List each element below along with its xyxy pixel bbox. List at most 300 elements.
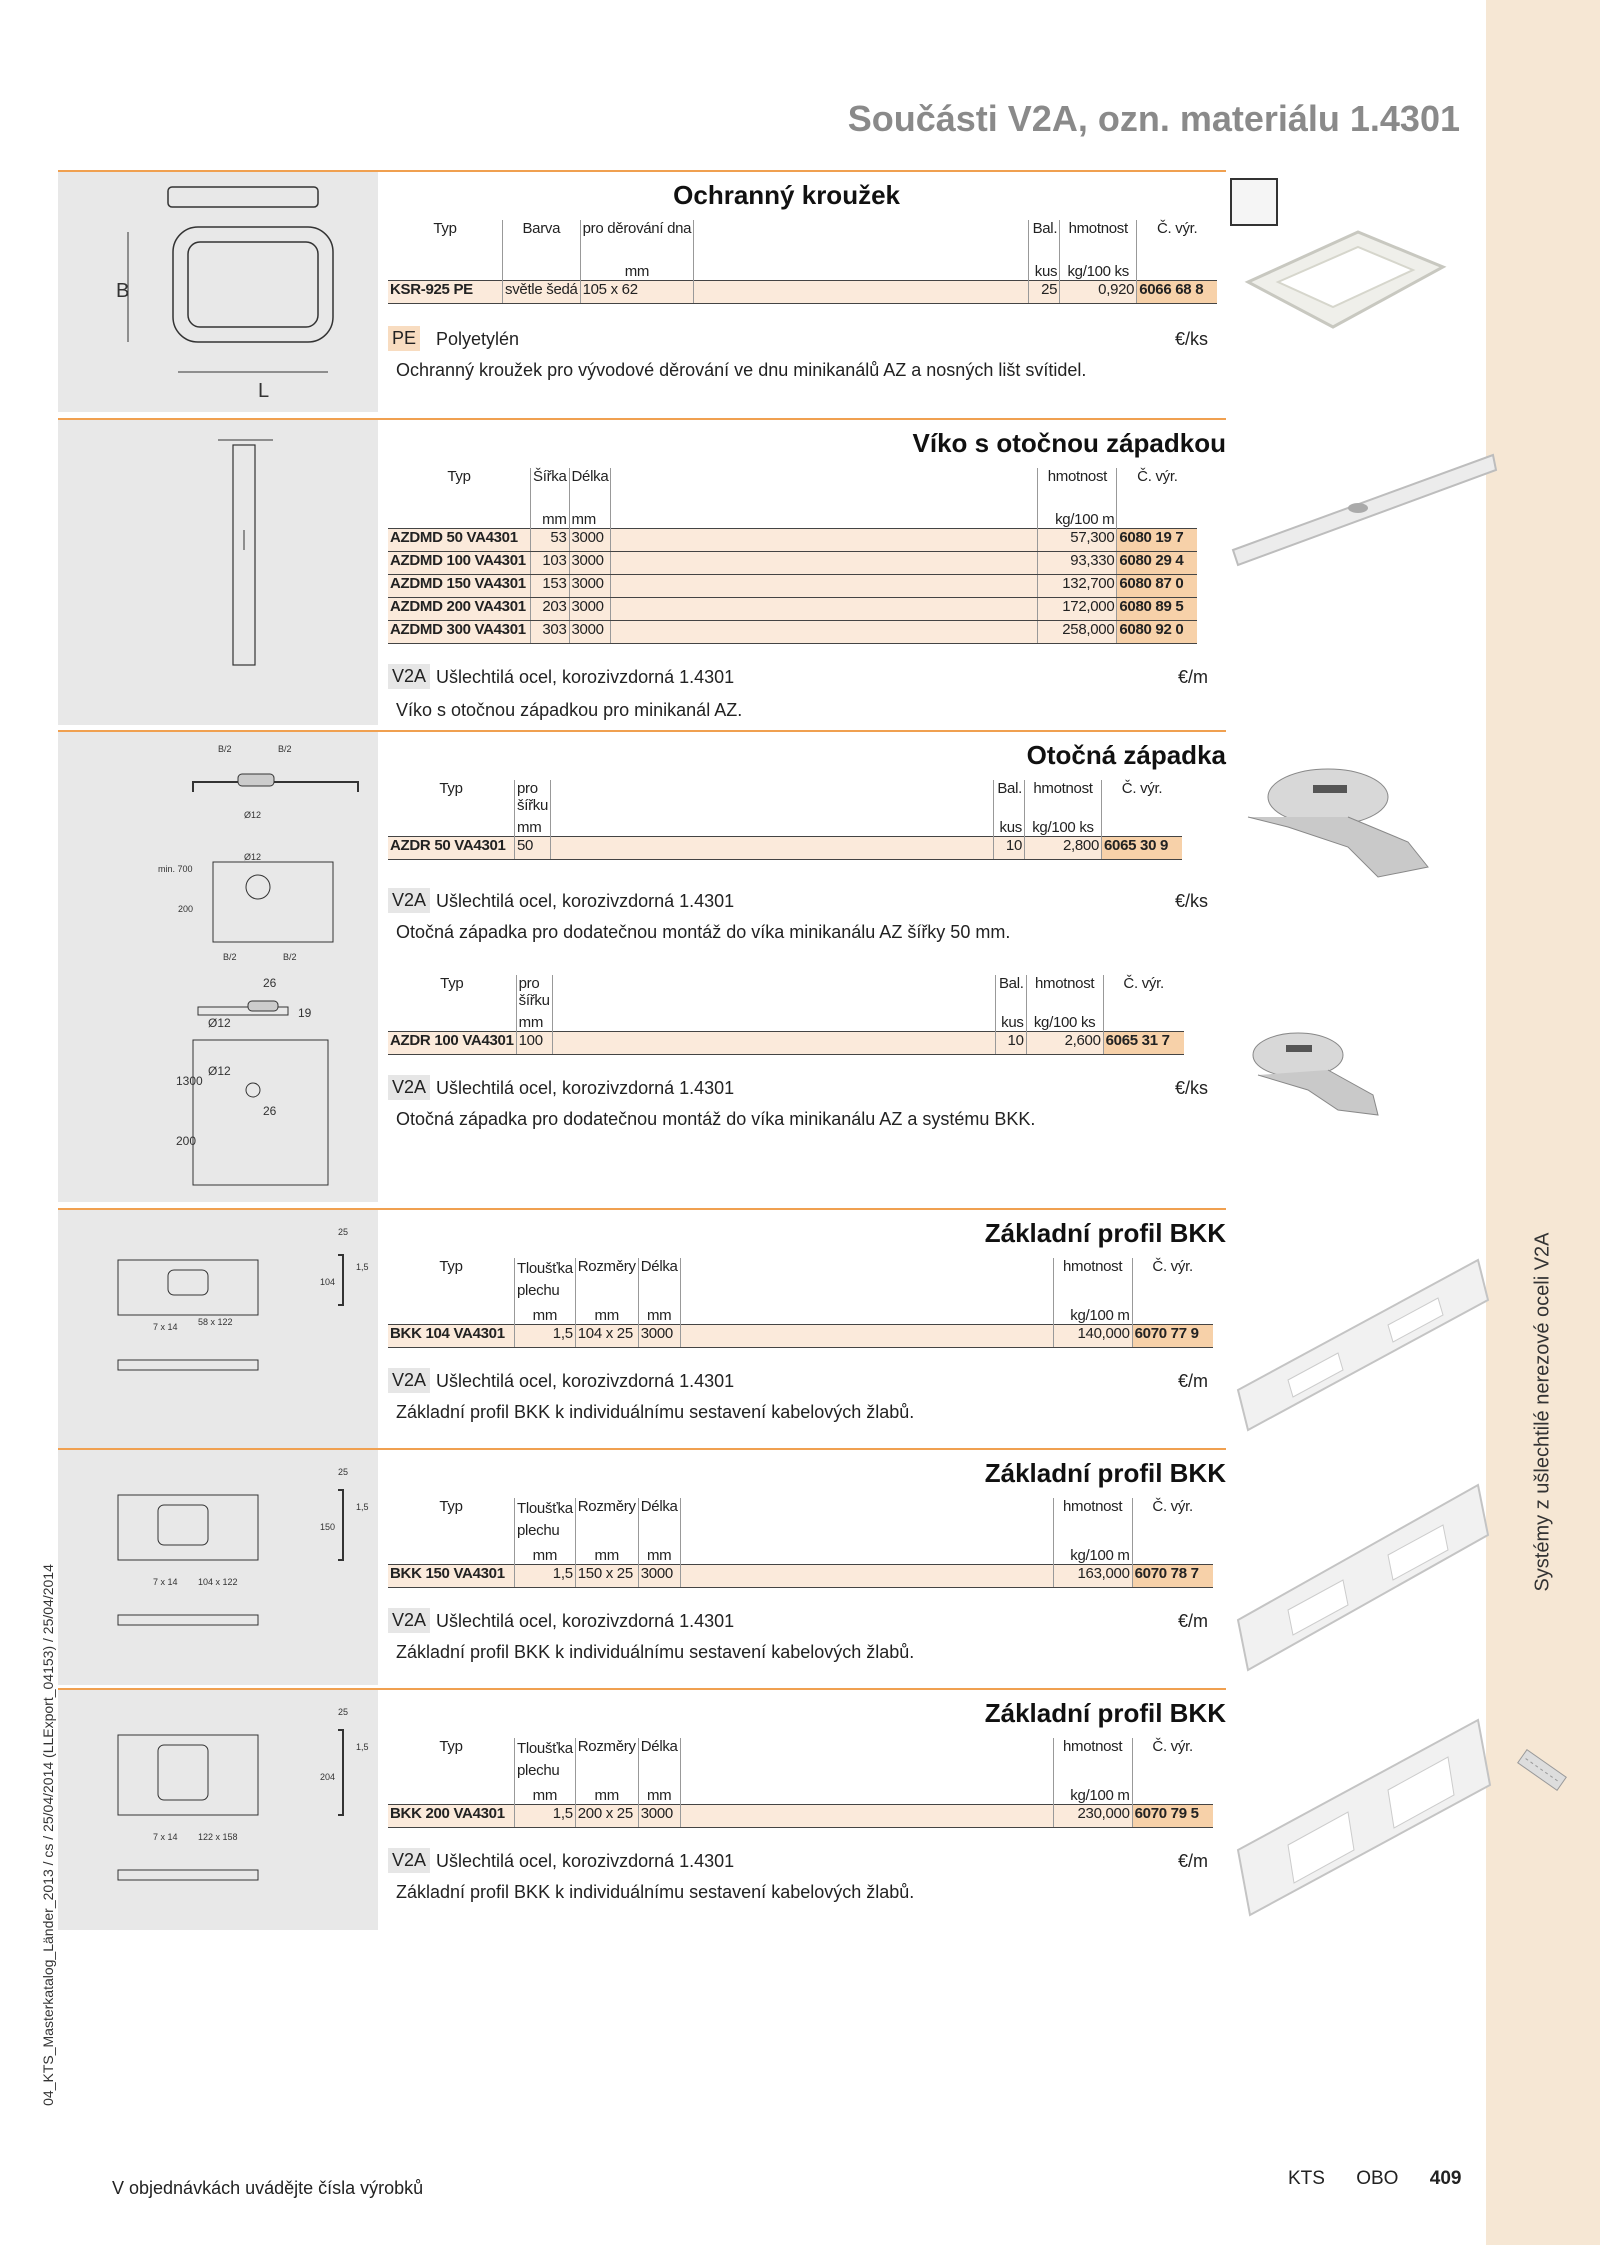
dim-label: 122 x 158 bbox=[198, 1832, 238, 1842]
product-photo bbox=[1228, 440, 1498, 580]
material-row bbox=[388, 664, 1208, 692]
material-code: V2A bbox=[388, 1075, 430, 1100]
technical-drawing bbox=[58, 420, 378, 725]
section-bkk-200 bbox=[58, 1688, 1226, 1930]
unit-cell bbox=[1132, 1542, 1213, 1565]
cell-typ: AZDMD 100 VA4301 bbox=[388, 552, 531, 575]
cable-tray-icon bbox=[1512, 1740, 1572, 1800]
col-typ: Typ bbox=[388, 1258, 515, 1302]
product-photo bbox=[1228, 1015, 1498, 1135]
cell-empty bbox=[680, 1565, 1053, 1588]
right-sidebar bbox=[1486, 0, 1600, 2245]
unit-cell bbox=[388, 1542, 515, 1565]
col-hmotnost: hmotnost bbox=[1025, 780, 1102, 814]
cell-typ: AZDR 50 VA4301 bbox=[388, 837, 515, 860]
dim-label: B/2 bbox=[218, 744, 232, 754]
unit-cell: kg/100 m bbox=[1053, 1542, 1132, 1565]
cell-delka: 3000 bbox=[569, 552, 611, 575]
cell-delka: 3000 bbox=[569, 529, 611, 552]
unit-row bbox=[388, 814, 1182, 837]
technical-drawing bbox=[58, 965, 378, 1202]
cell-hmotnost: 57,300 bbox=[1038, 529, 1117, 552]
cell-hmotnost: 163,000 bbox=[1053, 1565, 1132, 1588]
dim-label: B/2 bbox=[223, 952, 237, 962]
col-cislo: Č. výr. bbox=[1152, 1258, 1193, 1275]
unit-cell: kg/100 ks bbox=[1025, 814, 1102, 837]
unit-row bbox=[388, 242, 1217, 281]
col-barva: Barva bbox=[503, 220, 581, 242]
unit-cell: kus bbox=[994, 814, 1025, 837]
unit-cell bbox=[388, 1782, 515, 1805]
unit-cell: mm bbox=[569, 490, 611, 529]
dim-label: 1,5 bbox=[356, 1502, 369, 1512]
cell-empty bbox=[611, 575, 1038, 598]
bkk104-photo bbox=[1228, 1240, 1498, 1440]
section-ochranny-krouzek bbox=[58, 170, 1226, 412]
dim-label: 104 bbox=[320, 1277, 336, 1287]
material-name: Ušlechtilá ocel, korozivzdorná 1.4301 bbox=[436, 891, 735, 911]
unit-cell bbox=[1117, 490, 1198, 529]
dim-label: 1300 bbox=[176, 1074, 203, 1088]
unit-cell bbox=[388, 490, 531, 529]
cell-delka: 3000 bbox=[569, 575, 611, 598]
cell-cislo: 6070 77 9 bbox=[1132, 1325, 1213, 1348]
material-row bbox=[388, 1848, 1208, 1876]
unit-cell: mm bbox=[515, 814, 551, 837]
cell-empty bbox=[680, 1325, 1053, 1348]
col-rozmery: Rozměry bbox=[575, 1738, 638, 1782]
material-row bbox=[388, 326, 1208, 354]
table-row bbox=[388, 1325, 1213, 1348]
cell-typ: AZDR 100 VA4301 bbox=[388, 1032, 516, 1055]
material-row bbox=[388, 1368, 1208, 1396]
cell-sirka: 153 bbox=[531, 575, 570, 598]
cell-cislo: 6080 87 0 bbox=[1117, 575, 1198, 598]
spec-table bbox=[388, 1498, 1213, 1588]
material-code: V2A bbox=[388, 888, 430, 913]
dim-l-label: L bbox=[258, 380, 270, 402]
cell-empty bbox=[552, 1032, 995, 1055]
cell-bal: 10 bbox=[995, 1032, 1026, 1055]
dim-label: 25 bbox=[338, 1467, 349, 1477]
col-tloustka: Tloušťka plechu bbox=[515, 1738, 576, 1782]
spec-table bbox=[388, 975, 1184, 1055]
unit-cell bbox=[680, 1782, 1053, 1805]
unit-cell bbox=[1137, 242, 1218, 281]
lid-photo bbox=[1228, 440, 1498, 580]
table-row bbox=[388, 281, 1217, 304]
col-hmotnost: hmotnost bbox=[1060, 220, 1137, 242]
price-unit: €/m bbox=[1177, 667, 1208, 687]
col-cislo: Č. výr. bbox=[1152, 1738, 1193, 1755]
cell-bal: 10 bbox=[994, 837, 1025, 860]
footer-note: V objednávkách uvádějte čísla výrobků bbox=[112, 2178, 424, 2198]
cell-hmotnost: 0,920 bbox=[1060, 281, 1137, 304]
header-row bbox=[388, 780, 1182, 814]
header-row bbox=[388, 1738, 1213, 1782]
col-cislo: Č. výr. bbox=[1121, 780, 1163, 797]
col-typ: Typ bbox=[388, 780, 515, 814]
header-row bbox=[388, 468, 1197, 490]
col-delka: Délka bbox=[638, 1258, 680, 1302]
dim-label: min. 700 bbox=[158, 864, 193, 874]
cell-cislo: 6065 30 9 bbox=[1102, 837, 1183, 860]
table-row bbox=[388, 1805, 1213, 1828]
material-row bbox=[388, 1075, 1208, 1103]
footer-brand bbox=[1288, 2168, 1461, 2190]
material-name: Ušlechtilá ocel, korozivzdorná 1.4301 bbox=[436, 1611, 735, 1631]
unit-cell: kg/100 ks bbox=[1060, 242, 1137, 281]
col-cislo: Č. výr. bbox=[1152, 1498, 1193, 1515]
cell-empty bbox=[694, 281, 1029, 304]
spec-table bbox=[388, 780, 1182, 860]
unit-cell bbox=[388, 1302, 515, 1325]
unit-row bbox=[388, 1782, 1213, 1805]
cell-cislo: 6080 92 0 bbox=[1117, 621, 1198, 644]
product-photo bbox=[1228, 747, 1498, 887]
unit-cell: mm bbox=[516, 1009, 552, 1032]
unit-cell: kus bbox=[995, 1009, 1026, 1032]
price-unit: €/ks bbox=[1174, 1078, 1208, 1098]
section-title: Základní profil BKK bbox=[984, 1458, 1226, 1488]
col-empty bbox=[680, 1498, 1053, 1542]
spec-table bbox=[388, 220, 1217, 304]
cell-rozmery: 104 x 25 bbox=[575, 1325, 638, 1348]
col-typ: Typ bbox=[388, 975, 516, 1009]
lid-drawing bbox=[58, 420, 378, 725]
cell-typ: KSR-925 PE bbox=[388, 281, 503, 304]
description: Víko s otočnou západkou pro minikanál AZ. bbox=[396, 700, 743, 720]
product-photo bbox=[1228, 1240, 1498, 1440]
section-otocna-zapadka-100 bbox=[58, 965, 1226, 1202]
header-row bbox=[388, 220, 1217, 242]
unit-cell bbox=[1132, 1302, 1213, 1325]
section-title: Základní profil BKK bbox=[984, 1218, 1226, 1248]
cell-typ: AZDMD 150 VA4301 bbox=[388, 575, 531, 598]
material-name: Polyetylén bbox=[436, 329, 520, 349]
latch-drawing bbox=[58, 732, 378, 967]
cell-cislo: 6080 89 5 bbox=[1117, 598, 1198, 621]
dim-label: 204 bbox=[320, 1772, 336, 1782]
dim-label: 7 x 14 bbox=[153, 1832, 178, 1842]
col-typ: Typ bbox=[388, 220, 503, 242]
section-title: Základní profil BKK bbox=[984, 1698, 1226, 1728]
brand-kts: KTS bbox=[1288, 2168, 1325, 2189]
cell-sirka: 103 bbox=[531, 552, 570, 575]
material-row bbox=[388, 1608, 1208, 1636]
dim-label: Ø12 bbox=[208, 1016, 231, 1030]
material-name: Ušlechtilá ocel, korozivzdorná 1.4301 bbox=[436, 1851, 735, 1871]
col-tloustka: Tloušťka plechu bbox=[515, 1498, 576, 1542]
description: Základní profil BKK k individuálnímu sestavení kabelových žlabů. bbox=[396, 1402, 915, 1422]
col-empty bbox=[611, 468, 1038, 490]
price-unit: €/m bbox=[1177, 1371, 1208, 1391]
latch-drawing-100 bbox=[58, 965, 378, 1202]
unit-cell: mm bbox=[515, 1302, 576, 1325]
material-code: V2A bbox=[388, 1608, 430, 1633]
unit-cell: mm bbox=[515, 1542, 576, 1565]
cell-hmotnost: 140,000 bbox=[1053, 1325, 1132, 1348]
header-row bbox=[388, 1258, 1213, 1302]
unit-cell bbox=[680, 1302, 1053, 1325]
cell-typ: BKK 104 VA4301 bbox=[388, 1325, 515, 1348]
unit-cell: mm bbox=[575, 1542, 638, 1565]
table-row bbox=[388, 621, 1197, 644]
table-row bbox=[388, 1032, 1184, 1055]
cell-typ: AZDMD 200 VA4301 bbox=[388, 598, 531, 621]
table-row bbox=[388, 529, 1197, 552]
dim-label: 7 x 14 bbox=[153, 1577, 178, 1587]
cell-pro-sirku: 100 bbox=[516, 1032, 552, 1055]
latch-photo bbox=[1228, 747, 1468, 887]
cell-hmotnost: 2,600 bbox=[1026, 1032, 1103, 1055]
col-empty bbox=[694, 220, 1029, 242]
unit-cell: mm bbox=[575, 1782, 638, 1805]
description: Otočná západka pro dodatečnou montáž do víka minikanálu AZ šířky 50 mm. bbox=[396, 922, 1011, 942]
unit-cell: mm bbox=[580, 242, 694, 281]
cell-empty bbox=[611, 621, 1038, 644]
col-cislo: Č. výr. bbox=[1123, 975, 1164, 992]
cell-empty bbox=[551, 837, 994, 860]
dim-label: 25 bbox=[338, 1707, 349, 1717]
product-photo bbox=[1228, 212, 1498, 362]
col-hmotnost: hmotnost bbox=[1053, 1498, 1132, 1542]
col-delka: Délka bbox=[638, 1498, 680, 1542]
col-empty bbox=[551, 780, 994, 814]
cell-derovani: 105 x 62 bbox=[580, 281, 694, 304]
page-title: Součásti V2A, ozn. materiálu 1.4301 bbox=[847, 98, 1460, 139]
section-title: Ochranný kroužek bbox=[673, 180, 900, 210]
cell-empty bbox=[680, 1805, 1053, 1828]
price-unit: €/m bbox=[1177, 1851, 1208, 1871]
section-title: Otočná západka bbox=[1026, 740, 1226, 770]
file-reference: 04_KTS_Masterkatalog_Länder_2013 / cs / 25/04/2014 (LLExport_04153) / 25/04/2014 bbox=[40, 1564, 56, 2106]
cell-delka: 3000 bbox=[638, 1325, 680, 1348]
spec-table bbox=[388, 468, 1197, 644]
section-title: Víko s otočnou západkou bbox=[912, 428, 1226, 458]
technical-drawing bbox=[58, 172, 378, 412]
dim-label: Ø12 bbox=[244, 852, 262, 862]
cell-cislo: 6065 31 7 bbox=[1103, 1032, 1184, 1055]
col-hmotnost: hmotnost bbox=[1053, 1258, 1132, 1302]
dim-label: 1,5 bbox=[356, 1262, 369, 1272]
cell-hmotnost: 2,800 bbox=[1025, 837, 1102, 860]
unit-cell bbox=[388, 814, 515, 837]
material-code: PE bbox=[388, 326, 420, 351]
cell-typ: AZDMD 300 VA4301 bbox=[388, 621, 531, 644]
unit-cell bbox=[551, 814, 994, 837]
bkk150-photo bbox=[1228, 1470, 1498, 1675]
cell-hmotnost: 93,330 bbox=[1038, 552, 1117, 575]
cell-cislo: 6070 79 5 bbox=[1132, 1805, 1213, 1828]
unit-cell: mm bbox=[638, 1542, 680, 1565]
cell-hmotnost: 172,000 bbox=[1038, 598, 1117, 621]
cell-typ: AZDMD 50 VA4301 bbox=[388, 529, 531, 552]
unit-cell bbox=[1132, 1782, 1213, 1805]
unit-cell bbox=[388, 1009, 516, 1032]
unit-cell: mm bbox=[531, 490, 570, 529]
section-otocna-zapadka bbox=[58, 730, 1226, 967]
cell-rozmery: 200 x 25 bbox=[575, 1805, 638, 1828]
col-rozmery: Rozměry bbox=[575, 1258, 638, 1302]
unit-cell: mm bbox=[638, 1302, 680, 1325]
col-bal: Bal. bbox=[994, 780, 1025, 814]
cell-cislo: 6070 78 7 bbox=[1132, 1565, 1213, 1588]
cell-tloustka: 1,5 bbox=[515, 1805, 576, 1828]
bkk200-photo bbox=[1228, 1710, 1498, 1920]
col-bal: Bal. bbox=[995, 975, 1026, 1009]
cell-delka: 3000 bbox=[569, 598, 611, 621]
cell-pro-sirku: 50 bbox=[515, 837, 551, 860]
dim-label: 26 bbox=[263, 976, 277, 990]
cell-hmotnost: 258,000 bbox=[1038, 621, 1117, 644]
unit-cell: mm bbox=[515, 1782, 576, 1805]
unit-cell bbox=[552, 1009, 995, 1032]
cell-barva: světle šedá bbox=[503, 281, 581, 304]
unit-cell: kg/100 ks bbox=[1026, 1009, 1103, 1032]
dim-label: 150 bbox=[320, 1522, 336, 1532]
price-unit: €/m bbox=[1177, 1611, 1208, 1631]
col-empty bbox=[680, 1738, 1053, 1782]
latch-photo-100 bbox=[1228, 1015, 1468, 1135]
header-row bbox=[388, 975, 1184, 1009]
table-row bbox=[388, 598, 1197, 621]
cell-delka: 3000 bbox=[638, 1565, 680, 1588]
col-typ: Typ bbox=[388, 468, 531, 490]
unit-cell: kus bbox=[1029, 242, 1060, 281]
col-hmotnost: hmotnost bbox=[1038, 468, 1117, 490]
col-hmotnost: hmotnost bbox=[1026, 975, 1103, 1009]
col-typ: Typ bbox=[388, 1498, 515, 1542]
col-hmotnost: hmotnost bbox=[1053, 1738, 1132, 1782]
cell-cislo: 6080 19 7 bbox=[1117, 529, 1198, 552]
section-bkk-150 bbox=[58, 1448, 1226, 1685]
dim-b-label: B bbox=[116, 280, 130, 302]
product-photo bbox=[1228, 1470, 1498, 1675]
material-row bbox=[388, 888, 1208, 916]
cell-tloustka: 1,5 bbox=[515, 1325, 576, 1348]
dim-label: 25 bbox=[338, 1227, 349, 1237]
dim-label: 200 bbox=[176, 1134, 197, 1148]
bkk150-drawing bbox=[58, 1450, 378, 1685]
cell-hmotnost: 230,000 bbox=[1053, 1805, 1132, 1828]
description: Základní profil BKK k individuálnímu sestavení kabelových žlabů. bbox=[396, 1882, 915, 1902]
dim-label: 104 x 122 bbox=[198, 1577, 238, 1587]
material-name: Ušlechtilá ocel, korozivzdorná 1.4301 bbox=[436, 667, 735, 687]
col-delka: Délka bbox=[569, 468, 611, 490]
dim-label: B/2 bbox=[278, 744, 292, 754]
cell-delka: 3000 bbox=[638, 1805, 680, 1828]
spec-table bbox=[388, 1738, 1213, 1828]
cell-typ: BKK 150 VA4301 bbox=[388, 1565, 515, 1588]
brand-obo: OBO bbox=[1356, 2168, 1399, 2189]
dim-label: Ø12 bbox=[244, 810, 262, 820]
dim-label: 58 x 122 bbox=[198, 1317, 233, 1327]
description: Základní profil BKK k individuálnímu sestavení kabelových žlabů. bbox=[396, 1642, 915, 1662]
cell-rozmery: 150 x 25 bbox=[575, 1565, 638, 1588]
technical-drawing bbox=[58, 1210, 378, 1455]
technical-drawing bbox=[58, 1450, 378, 1685]
cell-bal: 25 bbox=[1029, 281, 1060, 304]
col-rozmery: Rozměry bbox=[575, 1498, 638, 1542]
cell-empty bbox=[611, 598, 1038, 621]
cell-empty bbox=[611, 529, 1038, 552]
unit-cell bbox=[1102, 814, 1183, 837]
table-row bbox=[388, 575, 1197, 598]
spec-table bbox=[388, 1258, 1213, 1348]
dim-label: Ø12 bbox=[208, 1064, 231, 1078]
table-row bbox=[388, 837, 1182, 860]
cell-empty bbox=[611, 552, 1038, 575]
ring-photo bbox=[1228, 212, 1458, 362]
material-name: Ušlechtilá ocel, korozivzdorná 1.4301 bbox=[436, 1371, 735, 1391]
col-empty bbox=[552, 975, 995, 1009]
material-code: V2A bbox=[388, 1368, 430, 1393]
material-code: V2A bbox=[388, 664, 430, 689]
description: Ochranný kroužek pro vývodové děrování ve dnu minikanálů AZ a nosných lišt svítidel. bbox=[396, 360, 1087, 380]
cell-sirka: 203 bbox=[531, 598, 570, 621]
cell-sirka: 303 bbox=[531, 621, 570, 644]
cell-sirka: 53 bbox=[531, 529, 570, 552]
dim-label: 1,5 bbox=[356, 1742, 369, 1752]
unit-cell: kg/100 m bbox=[1053, 1782, 1132, 1805]
bkk200-drawing bbox=[58, 1690, 378, 1930]
col-pro-sirku: pro šířku bbox=[516, 975, 552, 1009]
col-bal: Bal. bbox=[1029, 220, 1060, 242]
cell-tloustka: 1,5 bbox=[515, 1565, 576, 1588]
section-viko bbox=[58, 418, 1226, 725]
header-row bbox=[388, 1498, 1213, 1542]
dim-label: 26 bbox=[263, 1104, 277, 1118]
cell-cislo: 6080 29 4 bbox=[1117, 552, 1198, 575]
unit-cell bbox=[680, 1542, 1053, 1565]
dim-label: 19 bbox=[298, 1006, 312, 1020]
dim-label: 200 bbox=[178, 904, 194, 914]
col-empty bbox=[680, 1258, 1053, 1302]
col-delka: Délka bbox=[638, 1738, 680, 1782]
table-row bbox=[388, 552, 1197, 575]
page-number: 409 bbox=[1429, 2168, 1462, 2189]
unit-cell: mm bbox=[638, 1782, 680, 1805]
ring-drawing bbox=[58, 172, 378, 412]
unit-cell bbox=[503, 242, 581, 281]
cell-cislo: 6066 68 8 bbox=[1137, 281, 1218, 304]
material-code: V2A bbox=[388, 1848, 430, 1873]
unit-cell: kg/100 m bbox=[1038, 490, 1117, 529]
product-photo bbox=[1228, 1710, 1498, 1920]
sidebar-label: Systémy z ušlechtilé nerezové oceli V2A bbox=[1531, 1232, 1554, 1592]
unit-cell bbox=[611, 490, 1038, 529]
unit-cell: kg/100 m bbox=[1053, 1302, 1132, 1325]
unit-cell bbox=[388, 242, 503, 281]
col-cislo: Č. výr. bbox=[1137, 468, 1178, 485]
unit-cell bbox=[694, 242, 1029, 281]
col-cislo: Č. výr. bbox=[1157, 220, 1198, 237]
col-tloustka: Tloušťka plechu bbox=[515, 1258, 576, 1302]
unit-row bbox=[388, 1302, 1213, 1325]
col-pro-sirku: pro šířku bbox=[515, 780, 551, 814]
col-sirka: Šířka bbox=[531, 468, 570, 490]
cell-hmotnost: 132,700 bbox=[1038, 575, 1117, 598]
unit-cell: mm bbox=[575, 1302, 638, 1325]
technical-drawing bbox=[58, 732, 378, 967]
material-name: Ušlechtilá ocel, korozivzdorná 1.4301 bbox=[436, 1078, 735, 1098]
price-unit: €/ks bbox=[1174, 891, 1208, 911]
unit-row bbox=[388, 1009, 1184, 1032]
dim-label: B/2 bbox=[283, 952, 297, 962]
technical-drawing bbox=[58, 1690, 378, 1930]
col-derovani: pro děrování dna bbox=[580, 220, 694, 242]
